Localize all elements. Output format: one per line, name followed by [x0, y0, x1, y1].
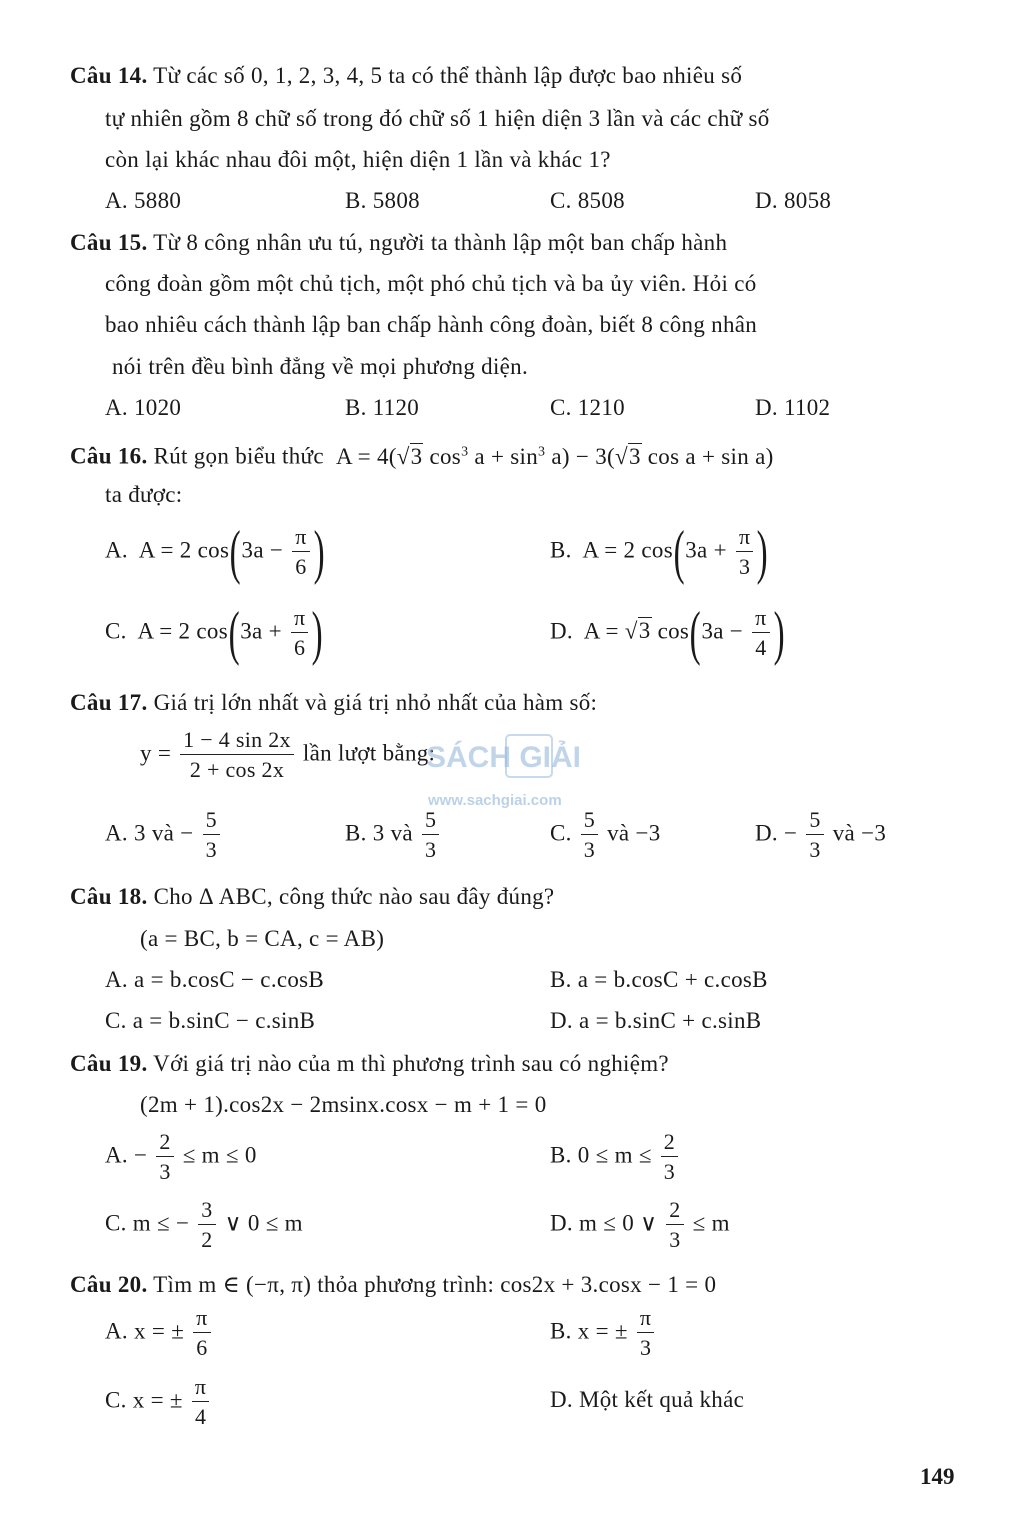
q17-func-denominator: 2 + cos 2x: [189, 757, 285, 782]
q19-option-a: A. − $\frac{2}{3}$ ≤ m ≤ 0: [105, 1129, 257, 1184]
q15-line4: nói trên đều bình đẳng về mọi phương diện.: [112, 354, 529, 379]
page-number: 149: [920, 1464, 955, 1489]
q14-option-b: B. 5808: [345, 188, 420, 213]
q18-option-a: A. a = b.cosC − c.cosB: [105, 967, 325, 992]
q20-option-d: D. Một kết quả khác: [550, 1387, 745, 1412]
q18-option-b: B. a = b.cosC + c.cosB: [550, 967, 768, 992]
q17-option-d: D. − $\frac{5}{3}$ và −3: [755, 807, 887, 862]
q20-option-a: A. x = ± $\frac{\pi}{6}$: [105, 1306, 214, 1360]
watermark-brand: SÁCH GIẢI: [426, 741, 582, 774]
q17-label: Câu 17.: [70, 690, 148, 715]
q19-option-b: B. 0 ≤ m ≤ $\frac{2}{3}$: [550, 1130, 681, 1184]
q16-option-c: C. A = 2 cos(3a + $\frac{\pi}{6}$ ): [105, 600, 324, 666]
q17-func-numerator: 1 − 4 sin 2x: [180, 728, 294, 755]
q15-option-b: B. 1120: [345, 395, 420, 420]
q19-line1: Câu 19. Với giá trị nào của m thì phương trình sau có nghiệm?: [70, 1051, 669, 1076]
q14-line3: còn lại khác nhau đôi một, hiện diện 1 lần và khác 1?: [105, 147, 611, 172]
q16-label: Câu 16.: [70, 443, 148, 469]
q19-option-d: D. m ≤ 0 ∨ $\frac{2}{3}$ ≤ m: [550, 1197, 730, 1252]
q16-line1: Câu 16. Rút gọn biểu thức A = 4(√3 $\cos^3 a + \sin^3 a) - 3(√3$ cos a + sin a): [70, 443, 774, 469]
q15-option-c: C. 1210: [550, 395, 625, 420]
q16-option-a: A. A = 2 cos(3a − $\frac{\pi}{6}$ ): [105, 519, 325, 585]
q14-line2: tự nhiên gồm 8 chữ số trong đó chữ số 1 hiện diện 3 lần và các chữ số: [105, 106, 770, 131]
q15-option-a: A. 1020: [105, 395, 182, 420]
q17-option-b: B. 3 và $\frac{5}{3}$: [345, 808, 442, 862]
watermark: [426, 733, 626, 813]
watermark-url: www.sachgiai.com: [428, 792, 562, 809]
q14-option-a: A. 5880: [105, 188, 182, 213]
q19-equation: (2m + 1).cos2x − 2msinx.cosx − m + 1 = 0: [140, 1092, 547, 1117]
q15-line1: Câu 15. Từ 8 công nhân ưu tú, người ta thành lập một ban chấp hành: [70, 230, 728, 255]
q15-line2: công đoàn gồm một chủ tịch, một phó chủ tịch và ba ủy viên. Hỏi có: [105, 271, 757, 296]
q20-option-b: B. x = ± $\frac{\pi}{3}$: [550, 1306, 657, 1360]
q16-line2: ta được:: [105, 482, 183, 507]
q19-label: Câu 19.: [70, 1051, 148, 1076]
q18-option-d: D. a = b.sinC + c.sinB: [550, 1008, 762, 1033]
q17-function: y = $\frac{1 - 4 \sin 2x}{2 + \cos 2x}$ lần lượt bằng:: [140, 727, 436, 782]
q14-line1: Câu 14. Từ các số 0, 1, 2, 3, 4, 5 ta có thể thành lập được bao nhiêu số: [70, 63, 743, 88]
watermark-logo-icon: [426, 733, 626, 813]
q19-option-c: C. m ≤ − $\frac{3}{2}$ ∨ 0 ≤ m: [105, 1197, 303, 1252]
q17-line1: Câu 17. Giá trị lớn nhất và giá trị nhỏ nhất của hàm số:: [70, 690, 598, 715]
q16-option-b: B. A = 2 cos(3a + $\frac{\pi}{3}$ ): [550, 519, 769, 585]
q18-option-c: C. a = b.sinC − c.sinB: [105, 1008, 316, 1033]
q20-option-c: C. x = ± $\frac{\pi}{4}$: [105, 1375, 212, 1429]
q18-given: (a = BC, b = CA, c = AB): [140, 926, 385, 951]
q18-label: Câu 18.: [70, 884, 148, 909]
q14-option-c: C. 8508: [550, 188, 625, 213]
q16-option-d: D. A = √3 cos(3a − $\frac{\pi}{4}$ ): [550, 600, 785, 666]
q15-line3: bao nhiêu cách thành lập ban chấp hành công đoàn, biết 8 công nhân: [105, 312, 758, 337]
q16-expression: A = 4(√3 $\cos^3 a + \sin^3 a) - 3(√3$ cos a + sin a): [335, 443, 774, 469]
q18-line1: Câu 18. Cho Δ ABC, công thức nào sau đây đúng?: [70, 884, 555, 909]
q17-option-c: C. $\frac{5}{3}$ và −3: [550, 807, 661, 862]
q20-line1: Câu 20. Tìm m ∈ (−π, π) thỏa phương trình: cos2x + 3.cosx − 1 = 0: [70, 1272, 717, 1297]
q14-label: Câu 14.: [70, 63, 148, 88]
q15-option-d: D. 1102: [755, 395, 831, 420]
q14-option-d: D. 8058: [755, 188, 832, 213]
q15-label: Câu 15.: [70, 230, 148, 255]
q20-label: Câu 20.: [70, 1272, 148, 1297]
q17-option-a: A. 3 và − $\frac{5}{3}$: [105, 808, 223, 862]
